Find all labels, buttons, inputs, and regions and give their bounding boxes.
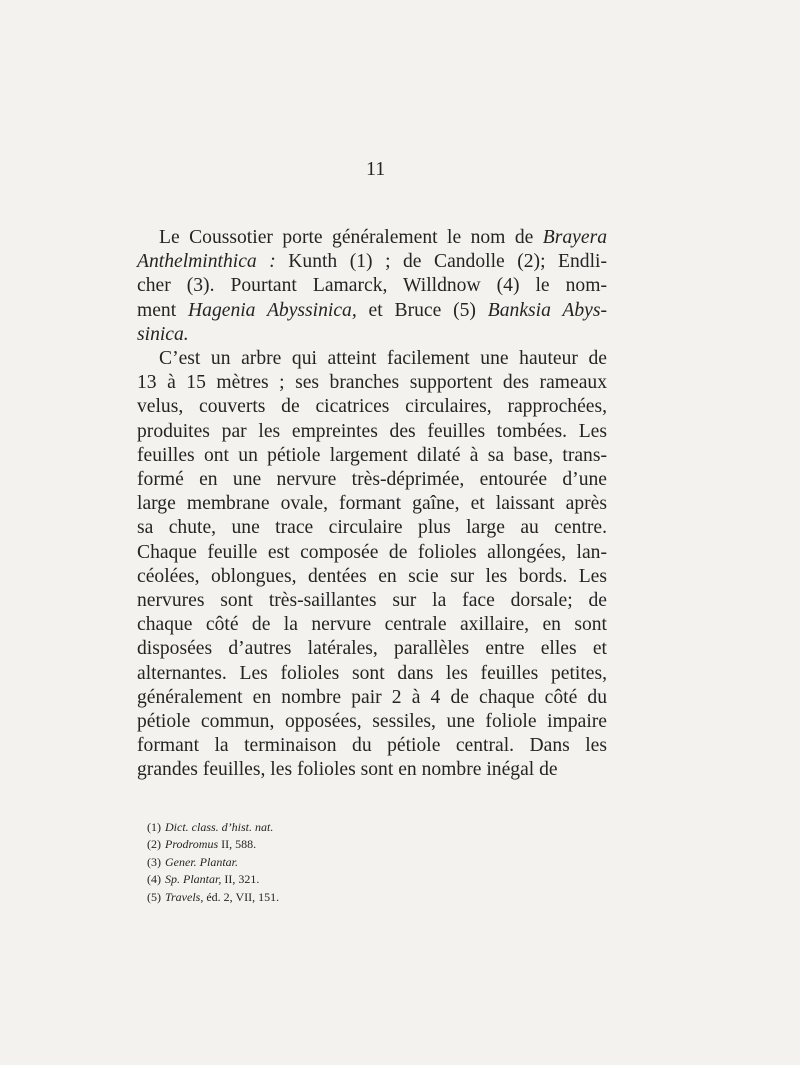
italic-text: Banksia Abys- (487, 299, 607, 321)
text-line (137, 589, 607, 613)
footnote-mark: (2) (147, 837, 161, 852)
paragraph (137, 347, 607, 783)
text-segment: Le Coussotier porte généralement le nom de (159, 227, 543, 248)
text-line (137, 686, 607, 710)
footnote-mark: (4) (147, 872, 161, 887)
text-segment: grandes feuilles, les folioles sont en nombre inégal de (137, 759, 558, 781)
italic-text: Hagenia Abyssinica, (188, 299, 357, 321)
text-segment: feuilles ont un pétiole largement dilaté à sa base, trans- (137, 444, 607, 466)
text-line (137, 347, 607, 371)
footnote-title: Gener. Plantar. (165, 854, 238, 869)
footnote (147, 854, 279, 871)
footnote-detail: II, 588. (218, 837, 257, 852)
footnote-title: Dict. class. d’hist. nat. (165, 820, 274, 834)
text-line (137, 710, 607, 734)
text-line (137, 250, 607, 274)
text-line (137, 734, 607, 758)
footnote-mark: (3) (147, 854, 161, 869)
text-line (137, 492, 607, 516)
text-segment: disposées d’autres latérales, parallèles entre elles et (137, 638, 607, 660)
text-segment: produites par les empreintes des feuilles tombées. Les (137, 420, 607, 442)
body-text (137, 226, 607, 783)
text-segment: cher (3). Pourtant Lamarck, Willdnow (4) le nom- (137, 275, 607, 297)
text-segment: 13 à 15 mètres ; ses branches supportent des rameaux (137, 372, 607, 394)
text-line (137, 468, 607, 492)
footnote-detail: II, 321. (221, 872, 260, 887)
text-line (137, 565, 607, 589)
text-segment: Chaque feuille est composée de folioles allongées, lan- (137, 541, 607, 563)
text-line (137, 226, 607, 250)
text-segment: C’est un arbre qui atteint facilement une hauteur de (159, 348, 607, 370)
footnote (147, 889, 279, 906)
text-line (137, 420, 607, 444)
text-segment: formant la terminaison du pétiole central. Dans les (137, 735, 607, 757)
footnote-detail: éd. 2, VII, 151. (203, 889, 280, 904)
text-segment: alternantes. Les folioles sont dans les feuilles petites, (137, 662, 607, 684)
text-line (137, 395, 607, 419)
text-segment: ment (137, 299, 188, 321)
text-segment: formé en une nervure très-déprimée, entourée d’une (137, 469, 607, 491)
italic-text: Brayera (542, 227, 607, 248)
footnote-title: Sp. Plantar, (165, 872, 222, 887)
footnote-title: Travels, (165, 889, 204, 904)
text-line (137, 299, 607, 323)
text-segment: généralement en nombre pair 2 à 4 de chaque côté du (137, 686, 607, 708)
text-line (137, 371, 607, 395)
page-number: 11 (366, 158, 386, 180)
footnote-mark: (5) (147, 889, 161, 904)
text-segment: nervures sont très-saillantes sur la face dorsale; de (137, 590, 607, 612)
text-segment: chaque côté de la nervure centrale axillaire, en sont (137, 614, 607, 636)
text-segment: céolées, oblongues, dentées en scie sur les bords. Les (137, 565, 607, 587)
text-line (137, 662, 607, 686)
footnote (147, 819, 279, 836)
text-segment: velus, couverts de cicatrices circulaires, rapprochées, (137, 396, 607, 418)
paragraph (137, 226, 607, 347)
text-segment: sa chute, une trace circulaire plus large au centre. (137, 517, 607, 539)
footnote (147, 871, 279, 888)
text-line (137, 323, 607, 347)
footnotes (147, 819, 279, 906)
text-line (137, 516, 607, 540)
footnote-title: Prodromus (165, 837, 219, 852)
text-segment: et Bruce (5) (356, 299, 488, 321)
text-line (137, 274, 607, 298)
footnote-mark: (1) (147, 820, 161, 834)
text-line (137, 637, 607, 661)
footnote (147, 836, 279, 853)
text-line (137, 541, 607, 565)
text-segment: pétiole commun, opposées, sessiles, une foliole impaire (137, 711, 607, 733)
text-line (137, 758, 607, 782)
text-segment: large membrane ovale, formant gaîne, et laissant après (137, 493, 607, 515)
italic-text: sinica. (137, 323, 189, 345)
text-segment: Kunth (1) ; de Candolle (2); Endli- (275, 251, 607, 273)
text-line (137, 444, 607, 468)
text-line (137, 613, 607, 637)
italic-text: Anthelminthica : (137, 251, 276, 273)
